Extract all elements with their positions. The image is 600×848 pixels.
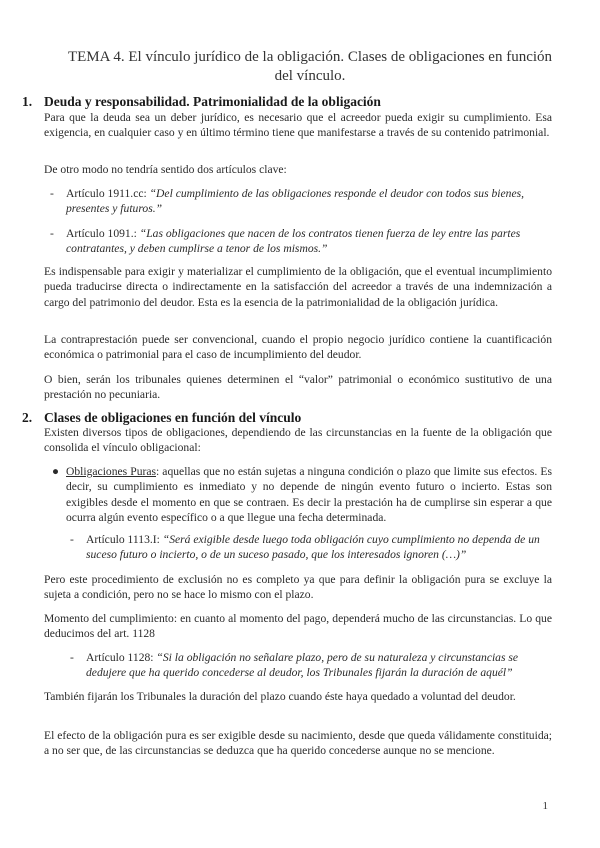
article-quote: “Las obligaciones que nacen de los contratos tienen fuerza de ley entre las partes contratantes, y deben cumplirse a tenor de los mismos.” (66, 227, 521, 256)
term-obligaciones-puras: Obligaciones Puras (66, 465, 157, 478)
article-label: Artículo 1128: (86, 651, 157, 664)
bullet-marker: ● (52, 465, 60, 478)
dash-marker: - (70, 533, 74, 546)
section-2-paragraph-4: También fijarán los Tribunales la duración del plazo cuando éste haya quedado a voluntad del deudor. (44, 690, 516, 703)
section-1-paragraph-5: O bien, serán los tribunales quienes determinen el “valor” patrimonial o económico sustitutivo de una prestación no pecuniaria. (44, 373, 552, 402)
section-2-title: Clases de obligaciones en función del vínculo (44, 410, 302, 425)
section-2-heading (22, 410, 301, 426)
section-1-number: 1. (22, 94, 33, 109)
section-1-heading (22, 94, 381, 110)
section-2-number: 2. (22, 410, 33, 425)
article-label: Artículo 1911.cc: (66, 187, 150, 200)
section-1-paragraph-4: La contraprestación puede ser convencional, cuando el propio negocio jurídico contiene la cuantificación económica o patrimonial para el caso de incumplimiento del deudor. (44, 333, 552, 362)
article-1113-item (64, 532, 552, 563)
section-1-title: Deuda y responsabilidad. Patrimonialidad de la obligación (44, 94, 381, 109)
dash-marker: - (70, 651, 74, 664)
section-1-paragraph-3: Es indispensable para exigir y materializar el cumplimiento de la obligación, que el eventual incumplimiento pueda traducirse directa o indirectamente en la satisfacción del acreedor a través de una indemnización a cargo del patrimonio del deudor. Esta es la esencia de la patrimonialidad de la obligación jurídica. (44, 265, 552, 309)
article-quote: “Del cumplimiento de las obligaciones responde el deudor con todos sus bienes, presentes y futuros.” (66, 187, 524, 216)
section-1-paragraph-1: Para que la deuda sea un deber jurídico, es necesario que el acreedor pueda exigir su cumplimiento. Esa exigencia, en cualquier caso y en último término tiene que manifestarse a través de su contenido patrimonial. (44, 111, 552, 140)
dash-marker: - (50, 227, 54, 240)
article-1128-item (64, 650, 552, 681)
section-2-paragraph-5: El efecto de la obligación pura es ser exigible desde su nacimiento, desde que queda válidamente constituida; a no ser que, de las circunstancias se deduzca que ha querido concederse aunque no se mencione. (44, 729, 552, 758)
article-quote: “Si la obligación no señalare plazo, pero de su naturaleza y circunstancias se dedujere que ha querido concederse al deudor, los Tribunales fijarán la duración de aquél” (86, 651, 519, 680)
obligaciones-puras-item (44, 464, 552, 526)
section-2-paragraph-2: Pero este procedimiento de exclusión no es completo ya que para definir la obligación pura se excluye la sujeta a condición, pero no se hace lo mismo con el plazo. (44, 573, 552, 602)
term-definition: : aquellas que no están sujetas a ninguna condición o plazo que limite sus efectos. Es decir, su cumplimiento es inmediato y no depende de ningún evento futuro o incierto. Estas son exigibles desde el momento en que se contraen. Es decir la prestación ha de cumplirse sin esperar a que ocurra algún evento específico o a que llegue una fecha determinada. (66, 465, 552, 525)
page-number: 1 (542, 800, 548, 812)
article-label: Artículo 1113.I: (86, 533, 163, 546)
article-quote: “Será exigible desde luego toda obligación cuyo cumplimiento no dependa de un suceso futuro o incierto, o de un suceso pasado, que los interesados ignoren (…)” (86, 533, 540, 562)
article-1911-item (44, 186, 552, 217)
section-2-paragraph-1: Existen diversos tipos de obligaciones, dependiendo de las circunstancias en la fuente de la obligación que consolida el vínculo obligacional: (44, 426, 552, 455)
article-1091-item (44, 226, 552, 257)
document-title: TEMA 4. El vínculo jurídico de la obligación. Clases de obligaciones en función del vínculo. (67, 49, 553, 84)
dash-marker: - (50, 187, 54, 200)
article-label: Artículo 1091.: (66, 227, 140, 240)
section-2-paragraph-3: Momento del cumplimiento: en cuanto al momento del pago, dependerá mucho de las circunstancias. Lo que deducimos del art. 1128 (44, 612, 552, 641)
section-1-paragraph-2: De otro modo no tendría sentido dos artículos clave: (44, 163, 287, 176)
